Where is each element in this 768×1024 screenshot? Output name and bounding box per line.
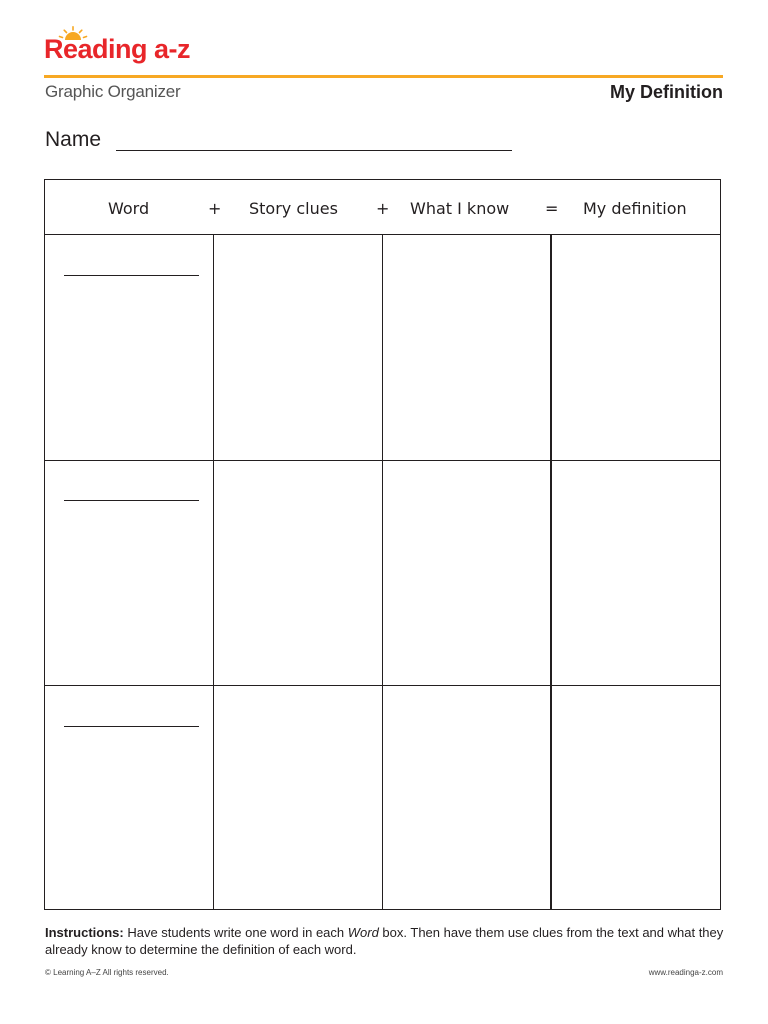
document-category: Graphic Organizer xyxy=(45,82,181,101)
column-header-word: Word xyxy=(108,199,150,218)
instructions-text xyxy=(45,924,725,958)
name-label: Name xyxy=(45,128,102,151)
story-clues-cell[interactable] xyxy=(214,686,382,908)
column-header-what-i-know: What I know xyxy=(410,199,510,218)
equals-operator: = xyxy=(545,199,559,218)
my-definition-cell[interactable] xyxy=(552,234,720,460)
instructions-part1: Have students write one word in each xyxy=(123,925,348,940)
story-clues-cell[interactable] xyxy=(214,234,382,460)
definition-table xyxy=(44,179,721,910)
plus-operator: + xyxy=(208,199,222,218)
logo-text: Reading a-z xyxy=(44,34,191,64)
table-header xyxy=(45,180,720,235)
page-title: My Definition xyxy=(610,82,723,102)
what-i-know-cell[interactable] xyxy=(383,686,550,908)
word-write-line xyxy=(64,500,199,501)
instructions-italic-word: Word xyxy=(347,925,379,940)
my-definition-cell[interactable] xyxy=(552,686,720,908)
story-clues-cell[interactable] xyxy=(214,461,382,685)
what-i-know-cell[interactable] xyxy=(383,461,550,685)
name-write-line[interactable] xyxy=(116,150,512,151)
word-cell[interactable] xyxy=(45,686,213,908)
word-write-line xyxy=(64,275,199,276)
what-i-know-cell[interactable] xyxy=(383,234,550,460)
copyright-notice: © Learning A–Z All rights reserved. xyxy=(45,968,169,977)
column-header-story-clues: Story clues xyxy=(249,199,338,218)
word-write-line xyxy=(64,726,199,727)
reading-az-logo xyxy=(44,26,194,72)
column-header-my-definition: My definition xyxy=(583,199,687,218)
website-url[interactable]: www.readinga-z.com xyxy=(648,968,723,977)
instructions-label: Instructions: xyxy=(45,925,124,940)
my-definition-cell[interactable] xyxy=(552,461,720,685)
instructions-part2: box. Then have them use clues from the text and what they already know to determine the definition of each word. xyxy=(45,925,724,957)
plus-operator: + xyxy=(376,199,390,218)
word-cell[interactable] xyxy=(45,461,213,685)
word-cell[interactable] xyxy=(45,234,213,460)
header-rule xyxy=(44,75,723,78)
